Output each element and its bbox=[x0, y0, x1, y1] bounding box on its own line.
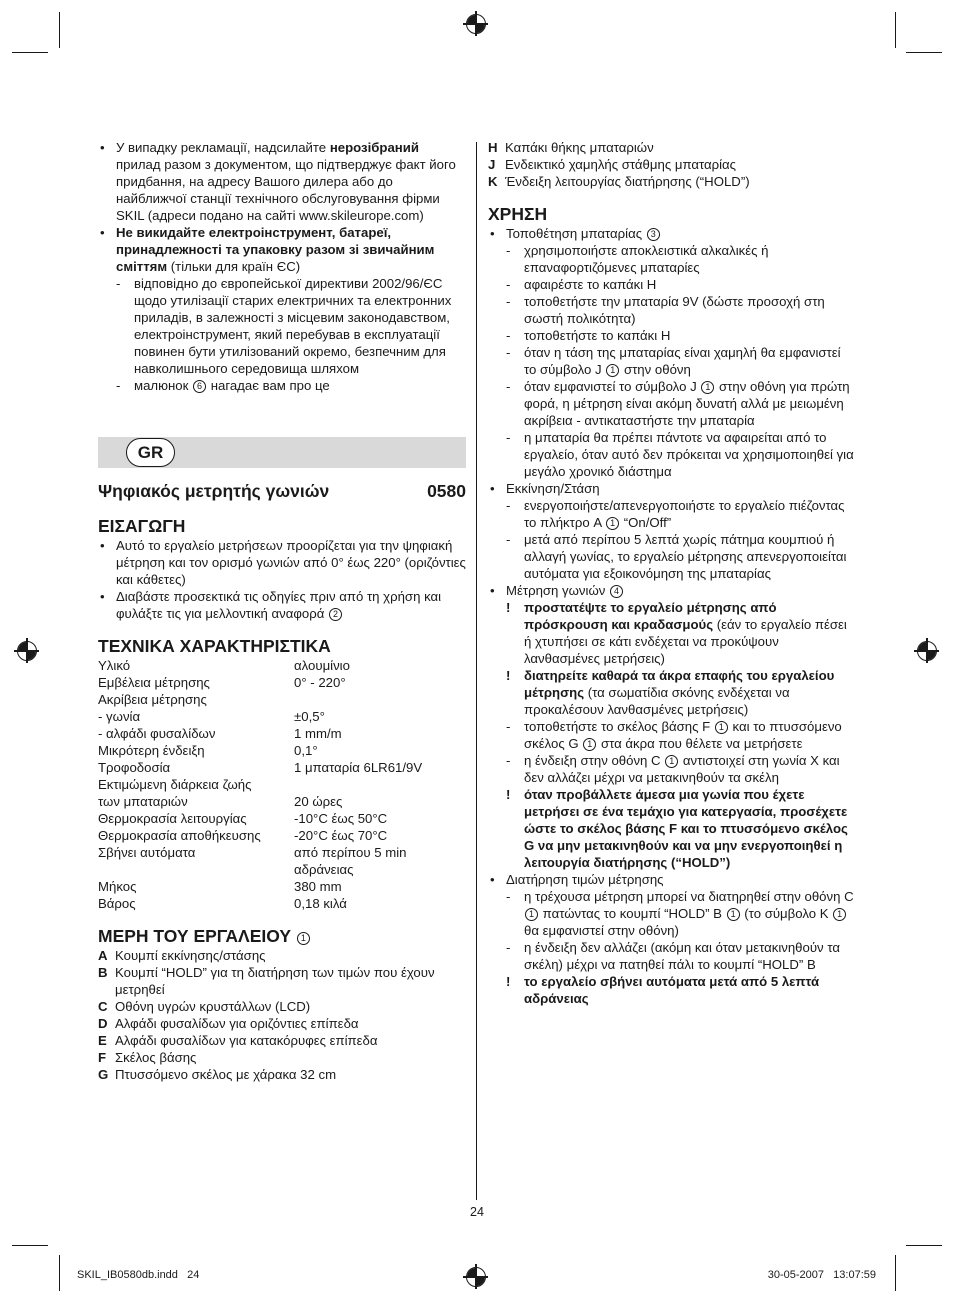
language-bar bbox=[98, 437, 466, 468]
registration-mark-icon bbox=[17, 641, 37, 661]
part-item: H Καπάκι θήκης μπαταριών bbox=[488, 140, 654, 155]
product-title: Ψηφιακός μετρητής γωνιών bbox=[98, 481, 330, 501]
battery-dash: - αφαιρέστε το καπάκι H bbox=[488, 276, 856, 293]
spec-row: Εμβέλεια μέτρησης 0° - 220° bbox=[98, 675, 346, 690]
figure-ref-icon: 1 bbox=[606, 364, 619, 377]
measure-dash: - η ένδειξη στην οθόνη C 1 αντιστοιχεί στη γωνία X και δεν αλλάζει μέχρι να μετακινηθούν τα σκέλη bbox=[488, 752, 856, 786]
figure-ref-icon: 2 bbox=[329, 608, 342, 621]
spec-row: αδράνειας bbox=[294, 862, 354, 877]
part-item: E Αλφάδι φυσαλίδων για κατακόρυφες επίπεδα bbox=[98, 1033, 378, 1048]
registration-mark-icon bbox=[466, 14, 486, 34]
crop-mark bbox=[906, 1245, 942, 1246]
spec-row: Υλικό αλουμίνιο bbox=[98, 658, 350, 673]
intro-bullet: • Διαβάστε προσεκτικά τις οδηγίες πριν από τη χρήση και φυλάξτε τις για μελλοντική αναφορά 2 bbox=[98, 588, 466, 622]
column-divider bbox=[476, 142, 477, 1200]
battery-dash: - η μπαταρία θα πρέπει πάντοτε να αφαιρείται από το εργαλείο, όταν αυτό δεν πρόκειται να χρησιμοποιηθεί για μεγάλο χρονικό διάστημα bbox=[488, 429, 856, 480]
page-number: 24 bbox=[470, 1205, 484, 1219]
spec-row: Μήκος 380 mm bbox=[98, 879, 342, 894]
crop-mark bbox=[895, 1255, 896, 1291]
spec-row: Εκτιμώμενη διάρκεια ζωής bbox=[98, 777, 252, 792]
part-item: K Ένδειξη λειτουργίας διατήρησης (“HOLD”) bbox=[488, 174, 750, 189]
battery-dash: - τοποθετήστε το καπάκι H bbox=[488, 327, 856, 344]
figure-ref-icon: 1 bbox=[665, 755, 678, 768]
warning-item: ! όταν προβάλλετε άμεσα μια γωνία που έχετε μετρήσει σε ένα τεμάχιο για κατεργασία, προσέχετε ώστε το σκέλος βάσης F και το πτυσσόμενο σκέλος G να μην μετακινηθούν και να μην ενεργοποιηθεί η λειτουργία διατήρησης (“HOLD”) bbox=[506, 787, 848, 870]
left-column-greek bbox=[98, 480, 466, 1083]
measure-bullet: • Μέτρηση γωνιών 4 bbox=[488, 582, 856, 599]
figure-ref-icon: 3 bbox=[647, 228, 660, 241]
language-badge: GR bbox=[126, 438, 175, 467]
figure-ref-icon: 6 bbox=[193, 380, 206, 393]
warning-item: ! το εργαλείο σβήνει αυτόματα μετά από 5 λεπτά αδράνειας bbox=[506, 974, 820, 1006]
figure-ref-icon: 1 bbox=[606, 517, 619, 530]
crop-mark bbox=[59, 12, 60, 48]
part-item: F Σκέλος βάσης bbox=[98, 1050, 197, 1065]
figure-ref-icon: 1 bbox=[525, 908, 538, 921]
figure-ref-icon: 1 bbox=[583, 738, 596, 751]
figure-ref-icon: 1 bbox=[701, 381, 714, 394]
part-item: J Ενδεικτικό χαμηλής στάθμης μπαταρίας bbox=[488, 157, 737, 172]
spec-row: Μικρότερη ένδειξη 0,1° bbox=[98, 743, 318, 758]
startstop-dash: - ενεργοποιήστε/απενεργοποιήστε το εργαλείο πιέζοντας το πλήκτρο A 1 “On/Off” bbox=[488, 497, 856, 531]
footer-date: 30-05-2007 13:07:59 bbox=[767, 1269, 876, 1281]
disposal-bullet: • Не викидайте електроінструмент, батареї, принадлежності та упаковку разом зі звичайним сміттям (тільки для країн ЄС) bbox=[98, 224, 466, 275]
spec-row: Θερμοκρασία λειτουργίας -10°C έως 50°C bbox=[98, 811, 388, 826]
figure-ref-icon: 1 bbox=[297, 932, 310, 945]
right-column bbox=[488, 139, 856, 1007]
warning-item: ! προστατέψτε το εργαλείο μέτρησης από πρόσκρουση και κραδασμούς (εάν το εργαλείο πέσει ή χτυπήσει σε κάτι ενδέχεται να προκύψουν λανθασμένες μετρήσεις) bbox=[506, 600, 847, 666]
symbol-dash: - малюнок 6 нагадає вам про це bbox=[98, 377, 466, 394]
spec-table bbox=[98, 657, 466, 912]
hold-bullet: • Διατήρηση τιμών μέτρησης bbox=[488, 871, 856, 888]
registration-mark-icon bbox=[466, 1267, 486, 1287]
warning-icon: ! bbox=[506, 974, 511, 989]
battery-dash: - τοποθετήστε την μπαταρία 9V (δώστε προσοχή στη σωστή πολικότητα) bbox=[488, 293, 856, 327]
crop-mark bbox=[12, 1245, 48, 1246]
registration-mark-icon bbox=[917, 641, 937, 661]
spec-row: Τροφοδοσία 1 μπαταρία 6LR61/9V bbox=[98, 760, 423, 775]
part-item: A Κουμπί εκκίνησης/στάσης bbox=[98, 948, 266, 963]
spec-row: Βάρος 0,18 κιλά bbox=[98, 896, 347, 911]
complaint-bullet: • У випадку рекламації, надсилайте нерозібраний прилад разом з документом, що підтверджує факт його придбання, на адресу Вашого дилера або до найближчої станції технічного обслуговування фірми SKIL (адреси подано на сайті www.skileurope.com) bbox=[98, 139, 466, 224]
figure-ref-icon: 1 bbox=[715, 721, 728, 734]
startstop-bullet: • Εκκίνηση/Στάση bbox=[488, 480, 856, 497]
product-title-row bbox=[98, 480, 466, 502]
parts-heading: ΜΕΡΗ ΤΟΥ ΕΡΓΑΛΕΙΟΥ 1 bbox=[98, 925, 466, 947]
part-item: C Οθόνη υγρών κρυστάλλων (LCD) bbox=[98, 999, 311, 1014]
crop-mark bbox=[12, 52, 48, 53]
intro-bullet: • Αυτό το εργαλείο μετρήσεων προορίζεται για την ψηφιακή μέτρηση και τον ορισμό γωνιών από 0° έως 220° (οριζόντιες και κάθετες) bbox=[98, 537, 466, 588]
battery-bullet: • Τοποθέτηση μπαταρίας 3 bbox=[488, 225, 856, 242]
warning-icon: ! bbox=[506, 600, 511, 615]
spec-row: - αλφάδι φυσαλίδων 1 mm/m bbox=[98, 726, 342, 741]
startstop-dash: - μετά από περίπου 5 λεπτά χωρίς πάτημα κουμπιού ή αλλαγή γωνίας, το εργαλείο μέτρησης απενεργοποιείται αυτόματα για εξοικονόμηση της μπαταρίας bbox=[488, 531, 856, 582]
figure-ref-icon: 1 bbox=[833, 908, 846, 921]
spec-row: - γωνία ±0,5° bbox=[98, 709, 325, 724]
spec-row: Θερμοκρασία αποθήκευσης -20°C έως 70°C bbox=[98, 828, 388, 843]
hold-dash: - η τρέχουσα μέτρηση μπορεί να διατηρηθεί στην οθόνη C 1 πατώντας το κουμπί “HOLD” B 1 (το σύμβολο K 1 θα εμφανιστεί στην οθόνη) bbox=[488, 888, 856, 939]
spec-row: των μπαταριών 20 ώρες bbox=[98, 794, 343, 809]
figure-ref-icon: 4 bbox=[610, 585, 623, 598]
warning-icon: ! bbox=[506, 668, 511, 683]
intro-heading: ΕΙΣΑΓΩΓΗ bbox=[98, 516, 186, 536]
battery-dash: - όταν εμφανιστεί το σύμβολο J 1 στην οθόνη για πρώτη φορά, η μέτρηση είναι ακόμη δυνατή αλλά με μειωμένη ακρίβεια - αντικαταστήστε την μπαταρία bbox=[488, 378, 856, 429]
battery-dash: - όταν η τάση της μπαταρίας είναι χαμηλή θα εμφανιστεί το σύμβολο J 1 στην οθόνη bbox=[488, 344, 856, 378]
tech-heading: ΤΕΧΝΙΚΑ ΧΑΡΑΚΤΗΡΙΣΤΙΚΑ bbox=[98, 636, 331, 656]
warning-icon: ! bbox=[506, 787, 511, 802]
part-item: G Πτυσσόμενο σκέλος με χάρακα 32 cm bbox=[98, 1067, 337, 1082]
battery-dash: - χρησιμοποιήστε αποκλειστικά αλκαλικές ή επαναφορτιζόμενες μπαταρίες bbox=[488, 242, 856, 276]
directive-dash: - відповідно до європейської директиви 2002/96/ЄС щодо утилізації старих електричних та електронних приладів, в залежності з місцевим законодавством, електроінструмент, який перебував в експлуатації повинен бути утилізований окремо, безпечним для навколишнього середовища шляхом bbox=[98, 275, 466, 377]
spec-row: Σβήνει αυτόματα από περίπου 5 min bbox=[98, 845, 407, 860]
left-column-top bbox=[98, 139, 466, 394]
figure-ref-icon: 1 bbox=[727, 908, 740, 921]
crop-mark bbox=[895, 12, 896, 48]
warning-item: ! διατηρείτε καθαρά τα άκρα επαφής του εργαλείου μέτρησης (τα σωματίδια σκόνης ενδέχεται να προκαλέσουν λανθασμένες μετρήσεις) bbox=[506, 668, 835, 717]
part-item: B Κουμπί “HOLD” για τη διατήρηση των τιμών που έχουν μετρηθεί bbox=[98, 965, 435, 997]
footer-file: SKIL_IB0580db.indd 24 bbox=[77, 1269, 200, 1281]
crop-mark bbox=[906, 52, 942, 53]
measure-dash: - τοποθετήστε το σκέλος βάσης F 1 και το πτυσσόμενο σκέλος G 1 στα άκρα που θέλετε να μετρήσετε bbox=[488, 718, 856, 752]
product-code: 0580 bbox=[427, 481, 466, 501]
part-item: D Αλφάδι φυσαλίδων για οριζόντιες επίπεδα bbox=[98, 1016, 359, 1031]
use-heading: ΧΡΗΣΗ bbox=[488, 204, 548, 224]
spec-row: Ακρίβεια μέτρησης bbox=[98, 692, 207, 707]
parts-list bbox=[98, 947, 466, 1083]
hold-dash: - η ένδειξη δεν αλλάζει (ακόμη και όταν μετακινηθούν τα σκέλη) μέχρι να πατηθεί πάλι το κουμπί “HOLD” B bbox=[488, 939, 856, 973]
crop-mark bbox=[59, 1255, 60, 1291]
